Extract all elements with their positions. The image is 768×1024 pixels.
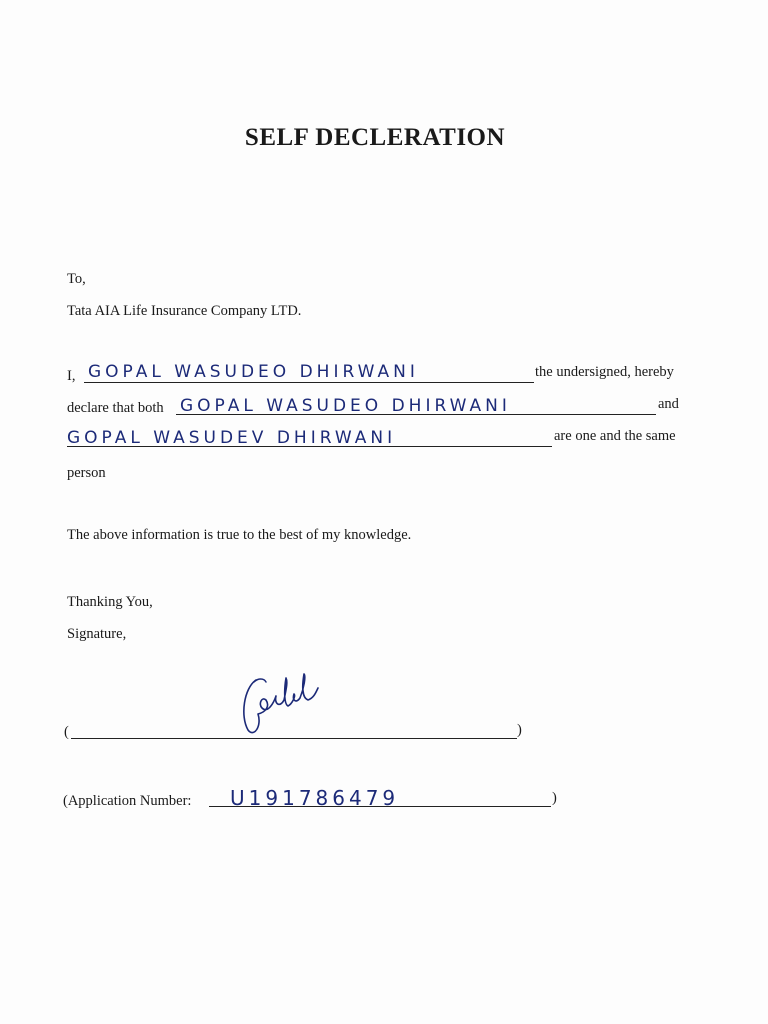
handwritten-signature [236,668,336,740]
person-text: person [67,465,106,481]
statement-text: The above information is true to the best of my knowledge. [67,527,412,543]
addressee-to: To, [67,271,86,287]
signature-label: Signature, [67,626,127,642]
document-title: SELF DECLERATION [244,124,506,151]
declarant-suffix: the undersigned, hereby [535,364,674,380]
recipient-company: Tata AIA Life Insurance Company LTD. [67,303,302,319]
declarant-name-rule [84,382,534,383]
declare-prefix: declare that both [67,400,164,416]
declarant-name-handwritten: GOPAL WASUDEO DHIRWANI [88,362,419,382]
signature-close-paren: ) [517,722,522,738]
second-name-handwritten: GOPAL WASUDEV DHIRWANI [67,428,397,448]
and-text: and [658,396,679,412]
same-person-text: are one and the same [554,428,676,444]
declarant-prefix: I, [67,368,76,384]
closing-text: Thanking You, [67,594,153,610]
second-name-rule [67,446,552,447]
signature-rule [71,738,517,739]
application-number-label: (Application Number: [63,793,192,809]
application-number-handwritten: U191786479 [230,786,400,810]
application-number-rule [209,806,551,807]
first-name-handwritten: GOPAL WASUDEO DHIRWANI [180,396,511,416]
application-close-paren: ) [552,790,557,806]
first-name-rule [176,414,656,415]
signature-open-paren: ( [64,724,69,740]
